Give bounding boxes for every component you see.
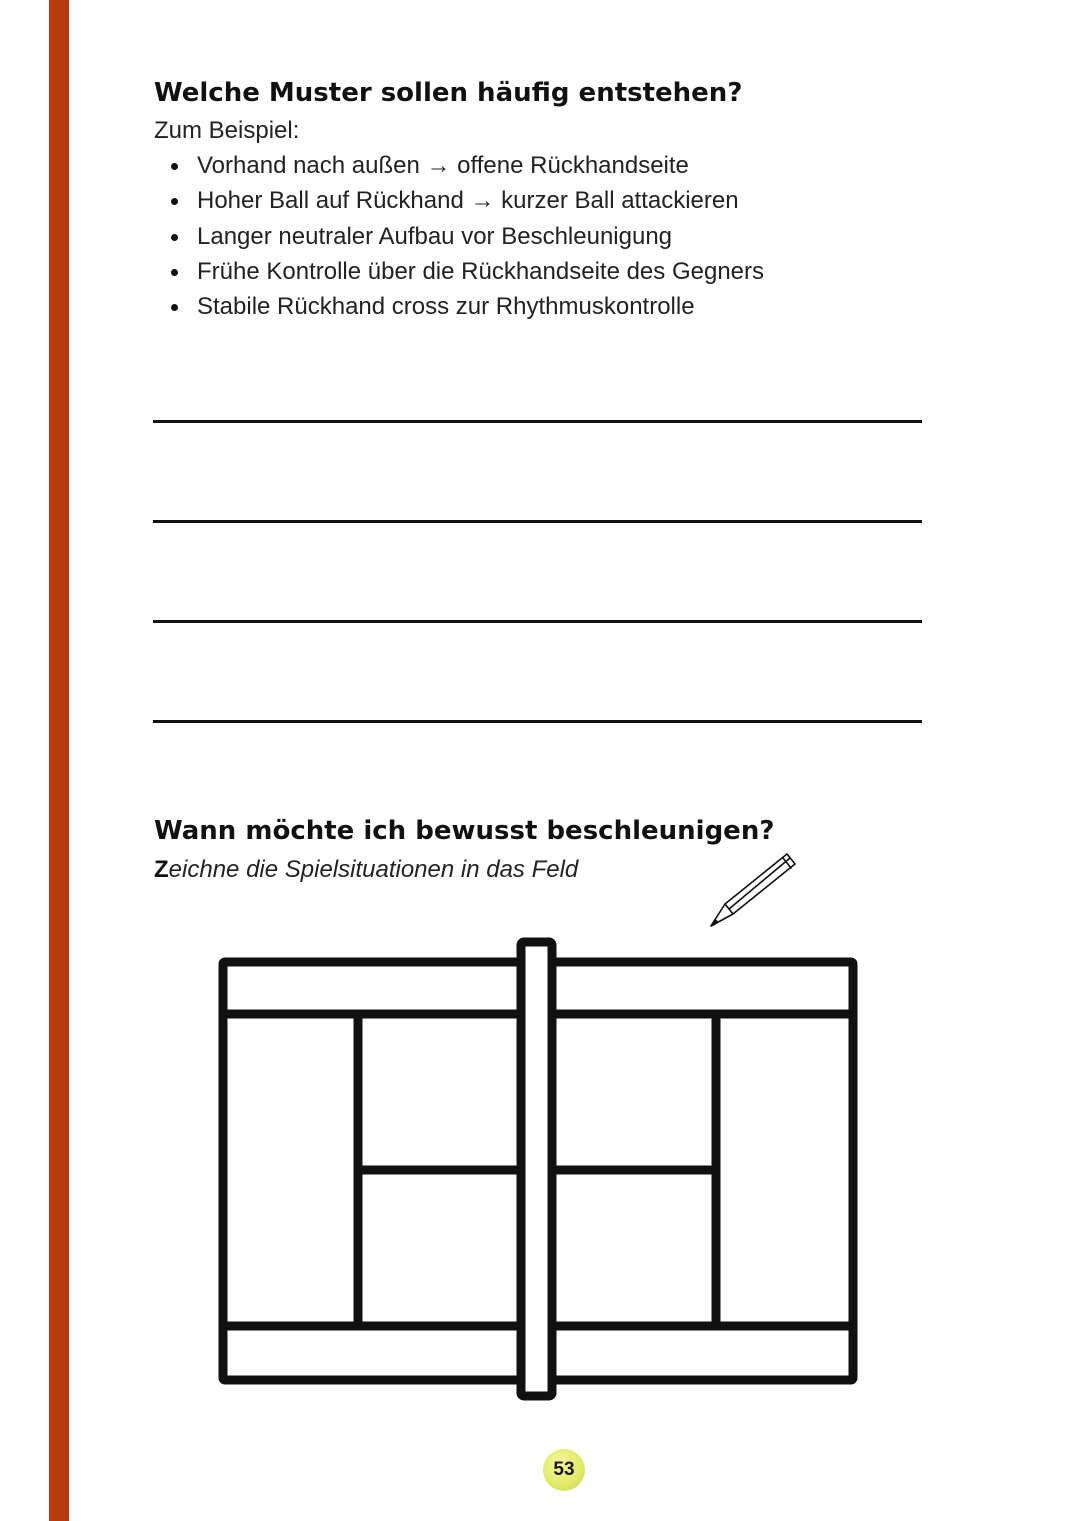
example-list	[154, 149, 764, 325]
instruction-initial: Z	[154, 856, 169, 883]
list-item-text: Frühe Kontrolle über die Rückhandseite des Gegners	[197, 257, 764, 285]
court-net	[521, 942, 552, 1396]
list-item-text: Stabile Rückhand cross zur Rhythmuskontrolle	[197, 293, 695, 321]
tennis-court-icon[interactable]	[214, 934, 862, 1404]
bullet-icon	[171, 163, 178, 170]
section-heading-acceleration: Wann möchte ich bewusst beschleunigen?	[154, 816, 775, 846]
bullet-icon	[171, 304, 178, 311]
answer-line-1[interactable]	[153, 420, 922, 423]
bullet-icon	[171, 198, 178, 205]
list-item-text: Langer neutraler Aufbau vor Beschleunigung	[197, 222, 673, 250]
list-item	[154, 255, 764, 290]
answer-line-4[interactable]	[153, 720, 922, 723]
list-item	[154, 149, 764, 184]
list-item-text: Hoher Ball auf Rückhand → kurzer Ball attackieren	[197, 187, 739, 215]
answer-line-3[interactable]	[153, 620, 922, 623]
answer-line-2[interactable]	[153, 520, 922, 523]
list-item	[154, 220, 764, 255]
list-item-text: Vorhand nach außen → offene Rückhandseite	[197, 152, 689, 179]
pencil-icon	[703, 850, 801, 934]
side-accent-bar	[49, 0, 69, 1521]
section-heading-patterns: Welche Muster sollen häufig entstehen?	[154, 78, 743, 108]
bullet-icon	[171, 269, 178, 276]
page-number-badge: 53	[543, 1449, 585, 1491]
drawing-instruction	[154, 855, 578, 885]
list-item	[154, 290, 764, 325]
list-item	[154, 184, 764, 219]
instruction-text: eichne die Spielsituationen in das Feld	[168, 856, 579, 883]
bullet-icon	[171, 234, 178, 241]
examples-intro: Zum Beispiel:	[154, 117, 300, 144]
